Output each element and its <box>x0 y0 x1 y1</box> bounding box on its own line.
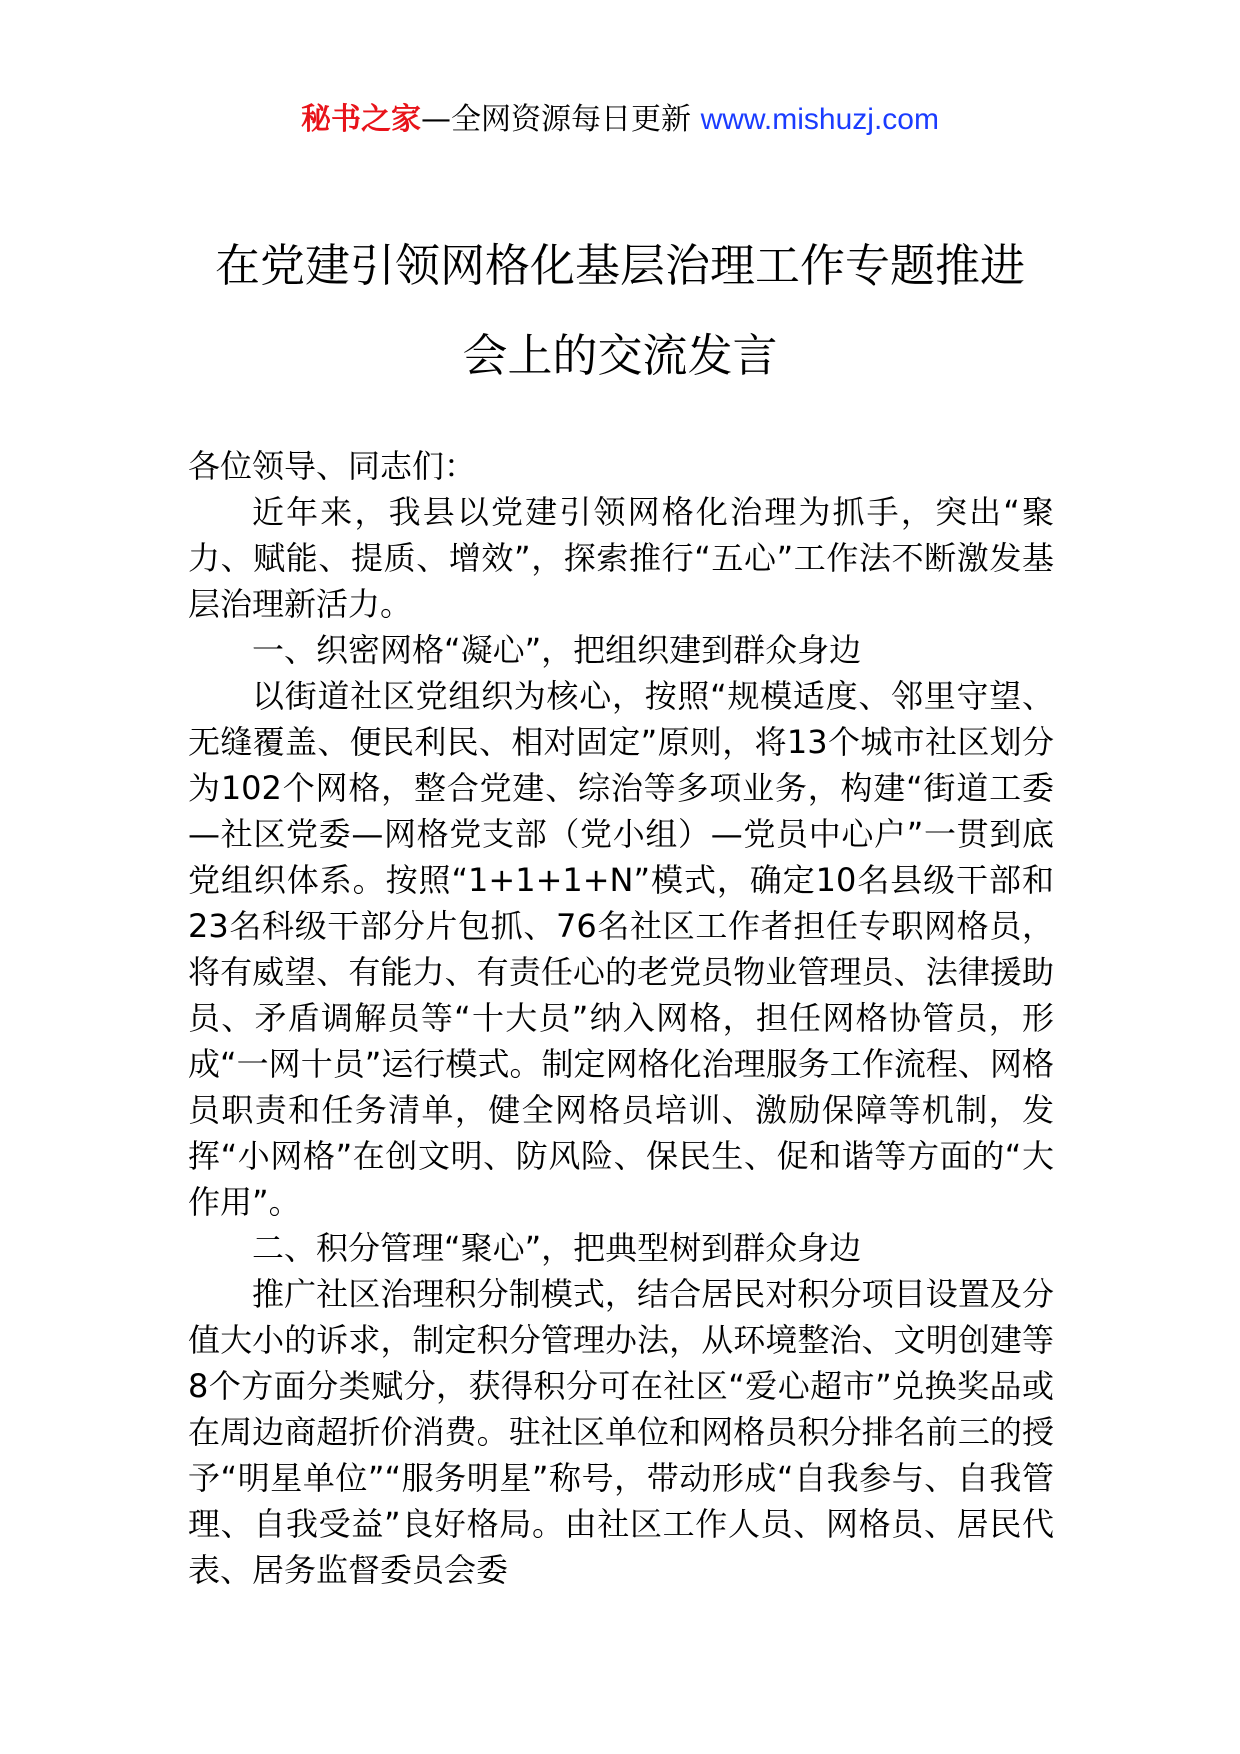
header-tagline: —全网资源每日更新 <box>421 102 701 137</box>
site-header <box>0 100 1240 140</box>
section-1-heading: 一、织密网格“凝心”，把组织建到群众身边 <box>252 631 862 669</box>
section-1-paragraph: 以街道社区党组织为核心，按照“规模适度、邻里守望、无缝覆盖、便民利民、相对固定”原则，将13个城市社区划分为102个网格，整合党建、综治等多项业务，构建“街道工委—社区党委—网格党支部（党小组）—党员中心户”一贯到底党组织体系。按照“1+1+1+N”模式，确定10名县级干部和23名科级干部分片包抓、76名社区工作者担任专职网格员，将有威望、有能力、有责任心的老党员物业管理员、法律援助员、矛盾调解员等“十大员”纳入网格，担任网格协管员，形成“一网十员”运行模式。制定网格化治理服务工作流程、网格员职责和任务清单，健全网格员培训、激励保障等机制，发挥“小网格”在创文明、防风险、保民生、促和谐等方面的“大作用”。 <box>188 677 1054 1221</box>
site-url-link[interactable]: www.mishuzj.com <box>700 103 939 136</box>
brand-name: 秘书之家 <box>301 102 422 137</box>
section-2-heading: 二、积分管理“聚心”，把典型树到群众身边 <box>252 1229 862 1267</box>
document-title-line-2: 会上的交流发言 <box>462 329 778 382</box>
document-body <box>188 443 1054 1593</box>
intro-paragraph: 近年来，我县以党建引领网格化治理为抓手，突出“聚力、赋能、提质、增效”，探索推行“五心”工作法不断激发基层治理新活力。 <box>188 493 1054 623</box>
section-2-paragraph: 推广社区治理积分制模式，结合居民对积分项目设置及分值大小的诉求，制定积分管理办法，从环境整治、文明创建等8个方面分类赋分，获得积分可在社区“爱心超市”兑换奖品或在周边商超折价消费。驻社区单位和网格员积分排名前三的授予“明星单位”“服务明星”称号，带动形成“自我参与、自我管理、自我受益”良好格局。由社区工作人员、网格员、居民代表、居务监督委员会委 <box>188 1275 1054 1589</box>
salutation: 各位领导、同志们： <box>188 447 477 485</box>
document-title-line-1: 在党建引领网格化基层治理工作专题推进 <box>214 239 1025 292</box>
